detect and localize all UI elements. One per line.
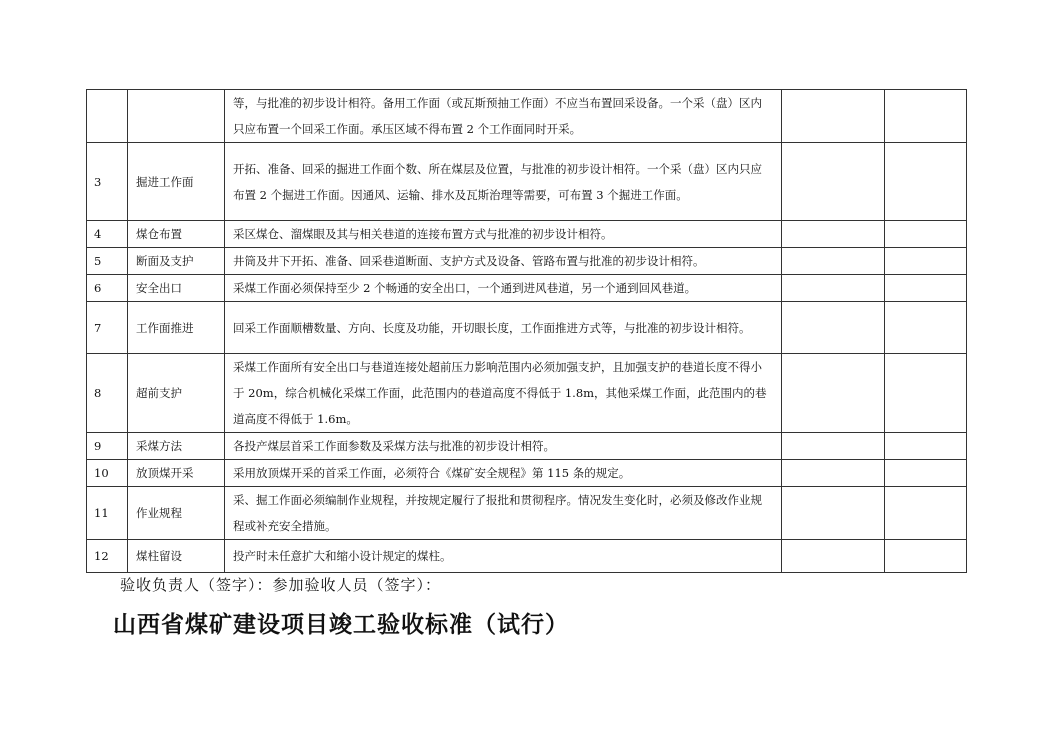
row-item: 断面及支护 [128, 248, 225, 275]
acceptance-table [86, 89, 967, 573]
row-requirement: 采区煤仓、溜煤眼及其与相关巷道的连接布置方式与批准的初步设计相符。 [225, 221, 782, 248]
row-requirement: 采、掘工作面必须编制作业规程，并按规定履行了报批和贯彻程序。情况发生变化时，必须及修改作业规程或补充安全措施。 [225, 487, 782, 540]
remarks-cell [885, 433, 967, 460]
row-item: 掘进工作面 [128, 143, 225, 221]
result-cell [782, 221, 885, 248]
row-number: 4 [87, 221, 128, 248]
row-requirement: 开拓、准备、回采的掘进工作面个数、所在煤层及位置，与批准的初步设计相符。一个采（盘）区内只应布置 2 个掘进工作面。因通风、运输、排水及瓦斯治理等需要，可布置 3 个掘进工作面。 [225, 143, 782, 221]
table-row [87, 354, 967, 433]
row-item: 超前支护 [128, 354, 225, 433]
remarks-cell [885, 354, 967, 433]
table-row [87, 90, 967, 143]
row-item: 放顶煤开采 [128, 460, 225, 487]
row-requirement: 采用放顶煤开采的首采工作面，必须符合《煤矿安全规程》第 115 条的规定。 [225, 460, 782, 487]
row-item [128, 90, 225, 143]
row-item: 采煤方法 [128, 433, 225, 460]
result-cell [782, 460, 885, 487]
row-number: 6 [87, 275, 128, 302]
row-item: 作业规程 [128, 487, 225, 540]
row-number: 9 [87, 433, 128, 460]
result-cell [782, 275, 885, 302]
row-requirement: 等，与批准的初步设计相符。备用工作面（或瓦斯预抽工作面）不应当布置回采设备。一个采（盘）区内只应布置一个回采工作面。承压区域不得布置 2 个工作面同时开采。 [225, 90, 782, 143]
remarks-cell [885, 460, 967, 487]
row-number: 8 [87, 354, 128, 433]
table-row [87, 487, 967, 540]
row-number: 7 [87, 302, 128, 354]
row-number: 12 [87, 540, 128, 573]
row-requirement: 回采工作面顺槽数量、方向、长度及功能，开切眼长度，工作面推进方式等，与批准的初步设计相符。 [225, 302, 782, 354]
result-cell [782, 248, 885, 275]
remarks-cell [885, 487, 967, 540]
row-requirement: 投产时未任意扩大和缩小设计规定的煤柱。 [225, 540, 782, 573]
table-row [87, 302, 967, 354]
remarks-cell [885, 540, 967, 573]
row-item: 工作面推进 [128, 302, 225, 354]
row-requirement: 井筒及井下开拓、准备、回采巷道断面、支护方式及设备、管路布置与批准的初步设计相符。 [225, 248, 782, 275]
result-cell [782, 90, 885, 143]
result-cell [782, 143, 885, 221]
table-row [87, 540, 967, 573]
remarks-cell [885, 302, 967, 354]
table-row [87, 275, 967, 302]
row-requirement: 采煤工作面必须保持至少 2 个畅通的安全出口，一个通到进风巷道，另一个通到回风巷道。 [225, 275, 782, 302]
table-row [87, 143, 967, 221]
result-cell [782, 354, 885, 433]
row-number: 5 [87, 248, 128, 275]
row-requirement: 各投产煤层首采工作面参数及采煤方法与批准的初步设计相符。 [225, 433, 782, 460]
result-cell [782, 433, 885, 460]
row-number: 11 [87, 487, 128, 540]
row-number: 10 [87, 460, 128, 487]
table-row [87, 433, 967, 460]
row-item: 安全出口 [128, 275, 225, 302]
remarks-cell [885, 275, 967, 302]
document-title: 山西省煤矿建设项目竣工验收标准（试行） [113, 611, 569, 638]
signature-line: 验收负责人（签字）：参加验收人员（签字）： [120, 576, 442, 594]
remarks-cell [885, 248, 967, 275]
remarks-cell [885, 143, 967, 221]
remarks-cell [885, 90, 967, 143]
table-row [87, 221, 967, 248]
row-requirement: 采煤工作面所有安全出口与巷道连接处超前压力影响范围内必须加强支护，且加强支护的巷道长度不得小于 20m，综合机械化采煤工作面，此范围内的巷道高度不得低于 1.8m，其他采煤工作面，此范围内的巷道高度不得低于 1.6m。 [225, 354, 782, 433]
row-number: 3 [87, 143, 128, 221]
row-number [87, 90, 128, 143]
table-row [87, 248, 967, 275]
result-cell [782, 302, 885, 354]
table-row [87, 460, 967, 487]
result-cell [782, 540, 885, 573]
row-item: 煤柱留设 [128, 540, 225, 573]
row-item: 煤仓布置 [128, 221, 225, 248]
remarks-cell [885, 221, 967, 248]
result-cell [782, 487, 885, 540]
